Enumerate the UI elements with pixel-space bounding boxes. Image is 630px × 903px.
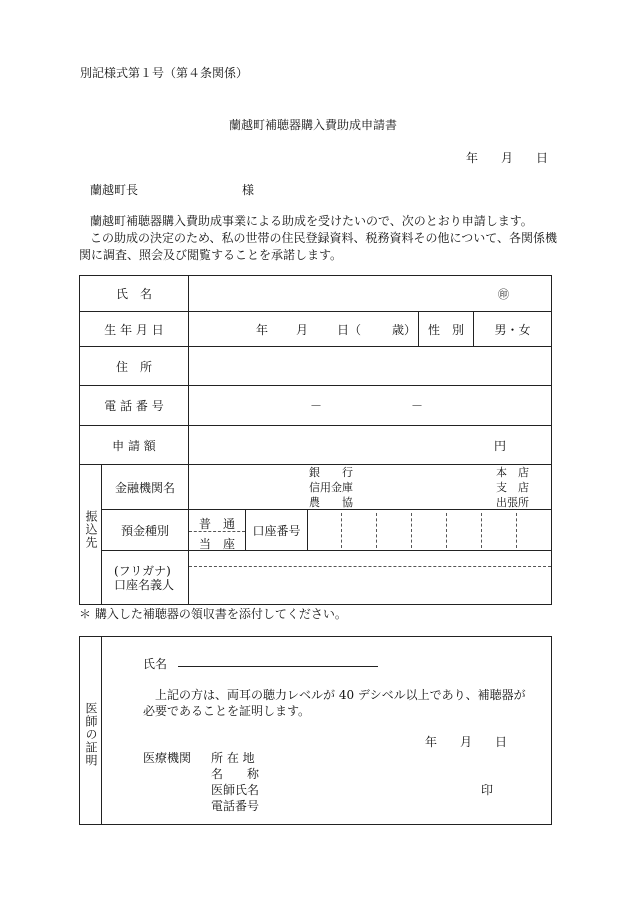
account-digit-divider [411,513,412,548]
account-digit-divider [481,513,482,548]
dob-day-open: 日（ [337,323,362,337]
phone-separator: － [310,399,323,413]
intro-line-1: 蘭越町補聴器購入費助成事業による助成を受けたいので、次のとおり申請します。 [90,214,533,228]
bank-type-ja: 農 協 [309,496,353,509]
doctor-name-label: 医師氏名 [211,783,260,797]
address-label: 住 所 [115,359,152,374]
phone-label: 電 話 番 号 [104,399,164,413]
cert-date-day: 日 [495,735,508,749]
account-number-label: 口座番号 [252,523,301,538]
location-label: 所 在 地 [211,751,255,765]
dob-label: 生 年 月 日 [104,322,164,337]
deposit-ordinary[interactable]: 普 通 [199,517,236,531]
dob-month: 月 [296,323,309,337]
row-divider [101,550,552,551]
doctor-patient-name-label: 氏名 [143,657,168,671]
phone-separator: － [411,399,424,413]
date-day: 日 [536,151,549,165]
addressee: 蘭越町長 [90,183,139,197]
bank-type-bank: 銀 行 [309,466,353,479]
name-field[interactable] [190,277,490,310]
cert-date-year: 年 [425,735,438,749]
bank-label: 金融機関名 [114,480,175,495]
deposit-current[interactable]: 当 座 [199,537,236,551]
doctor-phone-label: 電話番号 [211,799,260,813]
sex-options[interactable]: 男・女 [494,322,531,337]
transfer-label: 振込先 [84,510,98,549]
institution-name-label: 名 称 [211,767,260,781]
branch-type-office: 出張所 [496,496,529,509]
branch-type-branch: 支 店 [496,481,529,494]
label-column-divider [188,275,189,605]
amount-label: 申 請 額 [112,438,156,453]
cert-line-1: 上記の方は、両耳の聴力レベルが 40 デシベル以上であり、補聴器が [155,688,526,702]
deposit-divider [307,509,308,550]
cert-date-month: 月 [460,735,473,749]
account-digit-divider [516,513,517,548]
doctor-section-label: 医師の証明 [84,702,98,767]
furigana-dashed-divider [189,566,551,567]
bank-type-shinkin: 信用金庫 [309,481,353,494]
account-digit-divider [341,513,342,548]
intro-line-3: 関に調査、照会及び閲覧することを承諾します。 [79,248,343,262]
institution-label: 医療機関 [143,751,192,765]
dob-age-close: 歳） [392,323,417,337]
form-number: 別記様式第１号（第４条関係） [80,66,249,80]
page-title: 蘭越町補聴器購入費助成申請書 [229,118,398,132]
furigana-label: (フリガナ) [114,564,171,578]
account-digit-divider [376,513,377,548]
deposit-type-label: 預金種別 [120,523,169,538]
intro-line-2: この助成の決定のため、私の世帯の住民登録資料、税務資料その他について、各関係機 [90,231,558,245]
seal-mark: ㊞ [498,288,509,301]
addressee-honorific: 様 [242,183,255,197]
branch-type-head: 本 店 [496,466,529,479]
doctor-label-divider [101,636,102,825]
sex-label: 性 別 [427,322,464,337]
receipt-note: ＊ 購入した補聴器の領収書を添付してください。 [79,607,347,621]
date-year: 年 [466,151,479,165]
name-label: 氏 名 [115,287,152,301]
doctor-seal-label: 印 [481,783,494,797]
address-field[interactable] [190,348,550,384]
account-digit-divider [446,513,447,548]
dob-year: 年 [256,323,269,337]
account-holder-label: 口座名義人 [114,578,175,592]
amount-unit: 円 [494,439,507,453]
patient-name-underline[interactable] [178,666,378,667]
cert-line-2: 必要であることを証明します。 [143,704,311,718]
date-month: 月 [501,151,514,165]
